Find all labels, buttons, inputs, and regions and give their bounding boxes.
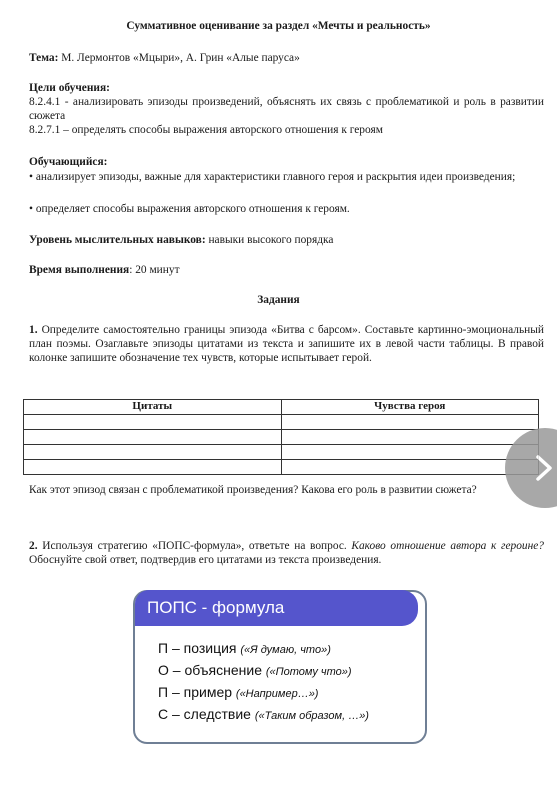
citations-table bbox=[23, 399, 539, 475]
time-line bbox=[29, 264, 544, 278]
level-line bbox=[29, 234, 544, 248]
goal-2: 8.2.7.1 – определять способы выражения авторского отношения к героям bbox=[29, 124, 383, 136]
table-cell[interactable] bbox=[24, 415, 282, 430]
popc-formula-header: ПОПС - формула bbox=[135, 590, 418, 626]
table-header-feelings: Чувства героя bbox=[281, 400, 539, 415]
topic-text: М. Лермонтов «Мцыри», А. Грин «Алые паруса» bbox=[58, 52, 300, 64]
task-2-question: Каково отношение автора к героине? bbox=[351, 540, 544, 552]
popc-line-hint: («Например…») bbox=[235, 688, 319, 700]
table-row[interactable] bbox=[24, 415, 539, 430]
task-2-body-b: Обоснуйте свой ответ, подтвердив его цитатами из текста произведения. bbox=[29, 553, 382, 566]
document-title: Суммативное оценивание за раздел «Мечты и реальность» bbox=[126, 20, 431, 32]
table-header-row bbox=[24, 400, 539, 415]
goal-1: 8.2.4.1 - анализировать эпизоды произведений, объяснять их связь с проблематикой и роль в развитии сюжета bbox=[29, 96, 544, 122]
table-row[interactable] bbox=[24, 445, 539, 460]
table-cell[interactable] bbox=[24, 430, 282, 445]
tasks-heading: Задания bbox=[257, 294, 300, 306]
popc-line-hint: («Таким образом, …») bbox=[254, 710, 369, 722]
task-2-text bbox=[29, 540, 544, 568]
topic-line bbox=[29, 52, 544, 66]
task-1-text bbox=[29, 324, 544, 366]
chevron-right-icon bbox=[532, 454, 556, 482]
popc-line-main: П – позиция bbox=[158, 640, 241, 656]
popc-line-main: П – пример bbox=[158, 684, 236, 700]
popc-line-main: С – следствие bbox=[158, 706, 255, 722]
table-cell[interactable] bbox=[24, 460, 282, 475]
task-2-number: 2. bbox=[29, 540, 38, 552]
student-item-2: • определяет способы выражения авторского отношения к героям. bbox=[29, 203, 350, 215]
table-row[interactable] bbox=[24, 430, 539, 445]
table-cell[interactable] bbox=[281, 415, 539, 430]
topic-label: Тема: bbox=[29, 52, 59, 64]
task-1-body: Определите самостоятельно границы эпизода «Битва с барсом». Составьте картинно-эмоциональный план поэмы. Озаглавьте эпизоды цитатами из текста и запишите их в левой части таблицы. В правой колонке запишите обозначение тех чувств, которые испытывает герой. bbox=[29, 324, 544, 364]
popc-line-main: О – объяснение bbox=[158, 662, 266, 678]
popc-line-hint: («Потому что») bbox=[265, 666, 352, 678]
time-text: : 20 минут bbox=[129, 264, 180, 276]
table-row[interactable] bbox=[24, 460, 539, 475]
level-text: навыки высокого порядка bbox=[205, 234, 334, 246]
student-item-1: • анализирует эпизоды, важные для характеристики главного героя и раскрытия идеи произведения; bbox=[29, 171, 516, 183]
goals-label: Цели обучения: bbox=[29, 82, 110, 94]
table-header-quotes: Цитаты bbox=[24, 400, 282, 415]
popc-line-hint: («Я думаю, что») bbox=[240, 644, 331, 656]
popc-line-example bbox=[158, 684, 318, 701]
level-label: Уровень мыслительных навыков: bbox=[29, 234, 206, 246]
student-label: Обучающийся: bbox=[29, 156, 108, 168]
popc-line-position bbox=[158, 640, 331, 657]
popc-line-explanation bbox=[158, 662, 352, 679]
task-1-question: Как этот эпизод связан с проблематикой произведения? Какова его роль в развитии сюжета? bbox=[29, 484, 477, 496]
time-label: Время выполнения bbox=[29, 264, 130, 276]
table-cell[interactable] bbox=[24, 445, 282, 460]
popc-line-consequence bbox=[158, 706, 369, 723]
task-1-number: 1. bbox=[29, 324, 38, 336]
table-cell[interactable] bbox=[281, 445, 539, 460]
table-cell[interactable] bbox=[281, 460, 539, 475]
table-cell[interactable] bbox=[281, 430, 539, 445]
task-2-body-a: Используя стратегию «ПОПС-формула», ответьте на вопрос. bbox=[37, 540, 352, 552]
